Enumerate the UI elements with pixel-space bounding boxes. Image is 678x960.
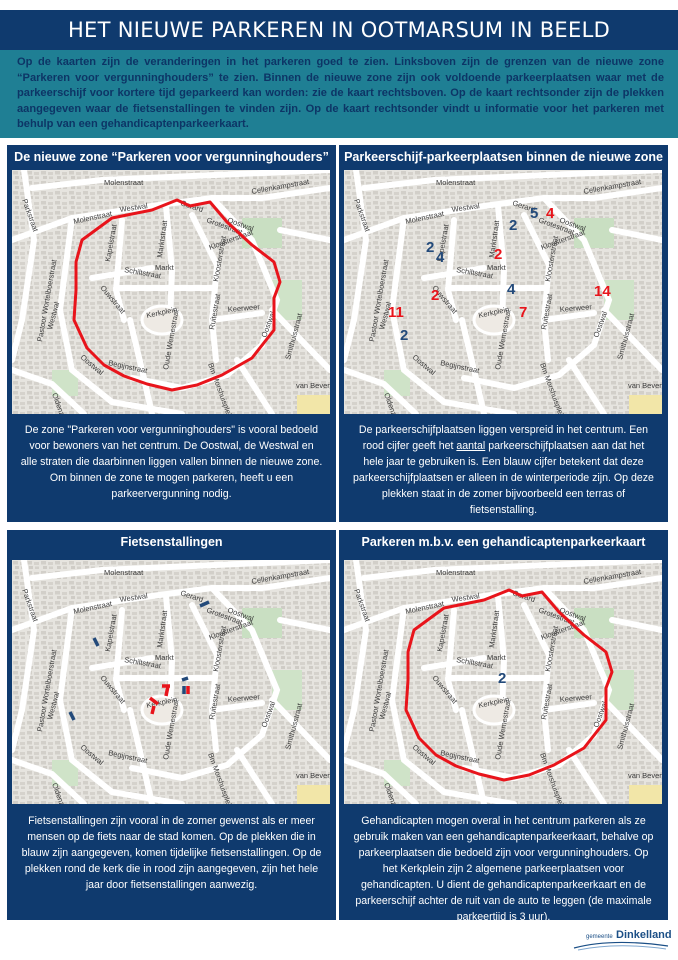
municipality-logo <box>572 924 670 952</box>
schijf-number: 4 <box>436 249 445 266</box>
bike-parking-yearround <box>166 686 168 696</box>
panel-zone-heading: De nieuwe zone “Parkeren voor vergunninghouders” <box>14 150 329 164</box>
panel-zone-caption: De zone "Parkeren voor vergunninghouders" is vooral bedoeld voor bewoners van het centrum. De Oostwal, de Westwal en alle straten die daarbinnen liggen vallen binnen de nieuwe zone. Om binnen de zone te mogen parkeren, heeft u een parkeervergunning nodig. <box>20 424 323 500</box>
schijf-number: 2 <box>431 287 440 304</box>
schijf-map <box>344 170 662 414</box>
panel-gehandicapt-caption: Gehandicapten mogen overal in het centrum parkeren als ze gebruik maken van een gehandicaptenparkeerkaart, behalve op parkeerplaatsen die bedoeld zijn voor vergunninghouders. Op het Kerkplein zijn 2 algemene parkeerplaatsen voor gehandicapten. U dient de gehandicaptenparkeerkaart en de parkeerschijf achter de ruit van de auto te leggen (de maximale parkeertijd is 3 uur). <box>353 815 654 923</box>
panel-schijf <box>339 145 668 522</box>
gehandicapt-map <box>344 560 662 804</box>
panel-schijf-heading: Parkeerschijf-parkeerplaatsen binnen de nieuwe zone <box>344 150 663 164</box>
schijf-number: 4 <box>507 281 516 298</box>
panel-zone <box>7 145 336 522</box>
schijf-number: 5 <box>530 205 539 222</box>
schijf-number: 11 <box>388 304 404 321</box>
logo-small-text: gemeente <box>586 934 613 940</box>
schijf-number: 4 <box>546 205 555 222</box>
fiets-map <box>12 560 330 804</box>
bike-parking-yearround <box>152 706 154 714</box>
panel-gehandicapt <box>339 530 668 923</box>
schijf-number: 14 <box>594 283 611 300</box>
schijf-number: 2 <box>400 327 409 344</box>
logo-big-text: Dinkelland <box>616 929 672 941</box>
schijf-number: 2 <box>426 239 435 256</box>
bike-parking-temporary <box>182 678 188 680</box>
zone-map <box>12 170 330 414</box>
intro-text: Op de kaarten zijn de veranderingen in het parkeren goed te zien. Linksboven zijn de grenzen van de nieuwe zone “Parkeren voor vergunninghouders” te zien. Binnen de nieuwe zone zijn ook voldoende parkeerplaatsen waar met de parkeerschijf voor kortere tijd geparkeerd kan worden: zie de kaart rechtsboven. Op de kaart rechtsonder zijn de plekken aangegeven waar de fietsenstallingen te vinden zijn. Op de kaart rechtsonder vindt u informatie voor het parkeren met behulp van een gehandicaptenparkeerkaart. <box>0 50 678 138</box>
panel-schijf-caption: De parkeerschijfplaatsen liggen verspreid in het centrum. Een rood cijfer geeft het aantal parkeerschijfplaatsen aan dat het hele jaar te gebruiken is. Een blauw cijfer betekent dat deze parkeerschijfplaatsen er alleen in de winterperiode zijn. Op deze plekken staat in de zomer bijvoorbeeld een terras of fietsenstalling. <box>353 424 654 516</box>
panel-fiets-caption: Fietsenstallingen zijn vooral in de zomer gewenst als er meer mensen op de fiets naar de stad komen. Op de plekken die in blauw zijn aangegeven, komen tijdelijke fietsenstallingen. Op de plekken rond de kerk die in rood zijn aangegeven, zijn het hele jaar door fietsenstallingen aanwezig. <box>21 815 322 891</box>
page-title: HET NIEUWE PARKEREN IN OOTMARSUM IN BEELD <box>0 10 678 50</box>
schijf-number: 2 <box>509 217 518 234</box>
panel-fiets <box>7 530 336 920</box>
panel-fiets-heading: Fietsenstallingen <box>120 535 223 549</box>
schijf-number: 2 <box>494 246 503 263</box>
panel-gehandicapt-heading: Parkeren m.b.v. een gehandicaptenparkeerkaart <box>361 535 646 549</box>
schijf-number: 7 <box>519 304 528 321</box>
disabled-parking-number: 2 <box>498 670 507 687</box>
